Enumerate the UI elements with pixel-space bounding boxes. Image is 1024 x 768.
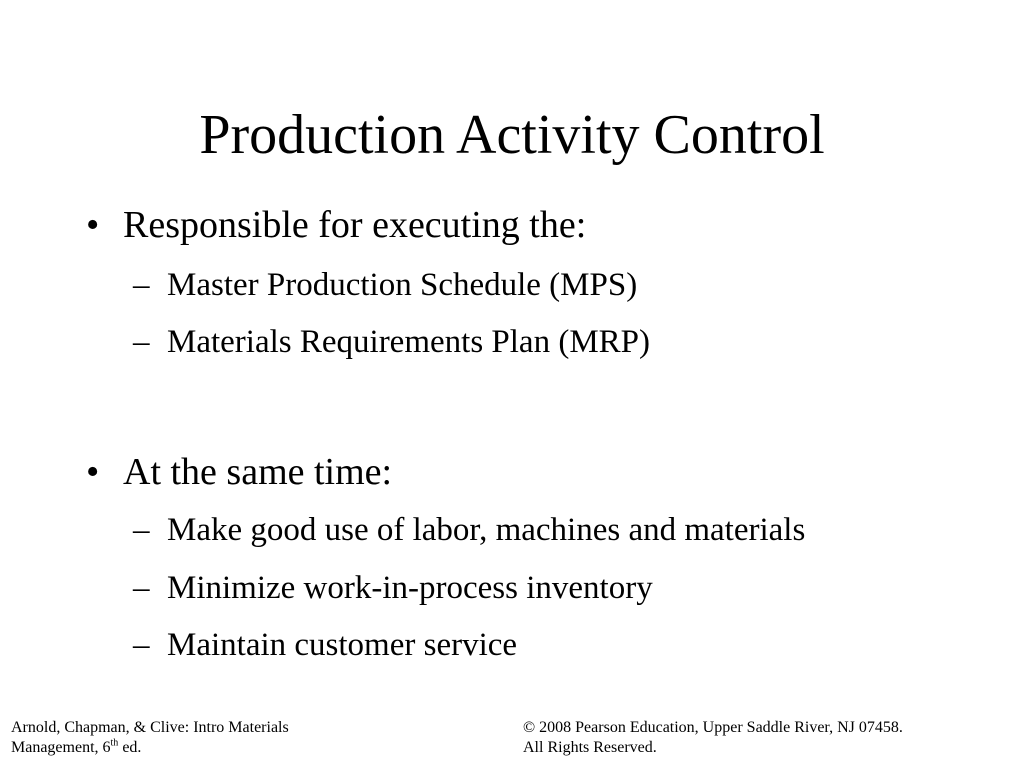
bullet-text: At the same time: <box>123 451 393 493</box>
footer-citation-superscript: th <box>110 737 119 749</box>
sub-item-text: Materials Requirements Plan (MRP) <box>167 324 651 360</box>
footer-citation-prefix: Management, 6 <box>11 739 111 756</box>
sub-item-text: Maintain customer service <box>167 627 518 663</box>
sub-item <box>133 567 653 609</box>
footer-citation-line1: Arnold, Chapman, & Clive: Intro Materials <box>11 719 289 736</box>
bullet-dot-icon: • <box>86 451 100 493</box>
footer-copyright-line2: All Rights Reserved. <box>523 739 657 756</box>
dash-icon: – <box>133 627 150 663</box>
sub-item <box>133 509 805 551</box>
footer-copyright <box>523 718 903 758</box>
bullet-dot-icon: • <box>86 204 100 246</box>
bullet-text: Responsible for executing the: <box>123 204 587 246</box>
sub-item <box>133 264 637 306</box>
sub-item <box>133 624 517 666</box>
footer-citation-suffix: ed. <box>118 739 142 756</box>
slide-title: Production Activity Control <box>199 104 825 166</box>
dash-icon: – <box>133 512 150 548</box>
dash-icon: – <box>133 267 150 303</box>
dash-icon: – <box>133 324 150 360</box>
footer-citation-line2 <box>11 738 289 758</box>
footer-copyright-line1: © 2008 Pearson Education, Upper Saddle River, NJ 07458. <box>523 719 903 736</box>
dash-icon: – <box>133 570 150 606</box>
footer-citation <box>11 718 289 758</box>
sub-item <box>133 321 650 363</box>
bullet-item <box>86 448 392 496</box>
bullet-item <box>86 201 586 249</box>
sub-item-text: Master Production Schedule (MPS) <box>167 267 638 303</box>
sub-item-text: Minimize work-in-process inventory <box>167 570 653 606</box>
sub-item-text: Make good use of labor, machines and materials <box>167 512 806 548</box>
